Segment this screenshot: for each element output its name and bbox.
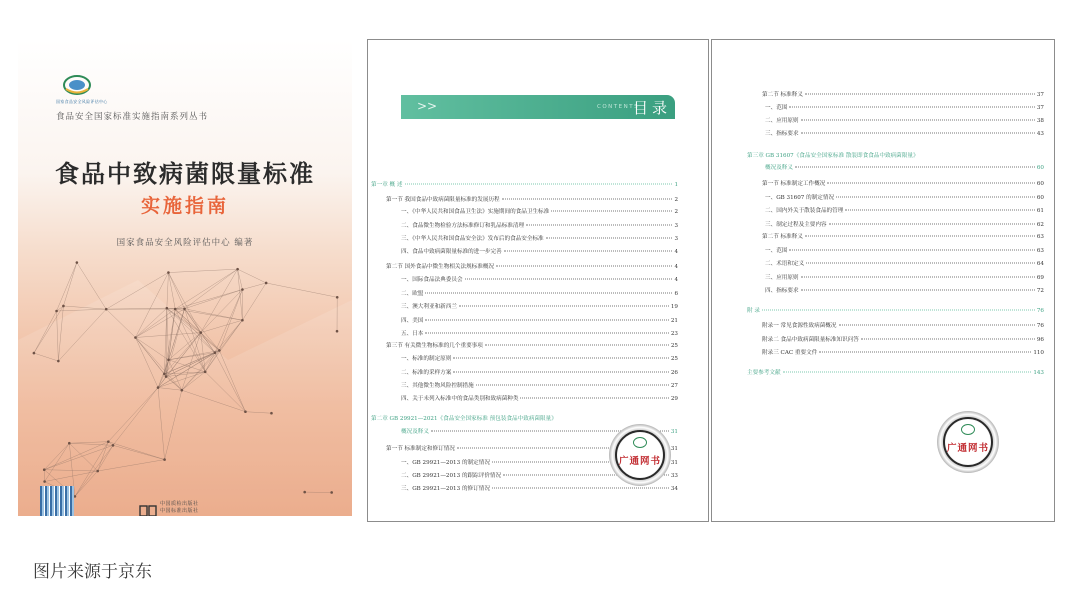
toc-entry-page: 63 [1036,234,1044,240]
toc-leader-dots [425,293,672,294]
toc-entry-page: 62 [1036,222,1044,228]
toc-entry-page: 29 [670,396,678,402]
toc-entry-label: 一、GB 31607 的制定情况 [765,195,835,201]
toc-entry-label: 二、食品微生物检验方法标准修订和乳品标准清理 [401,223,525,229]
cover-title: 食品中致病菌限量标准 [55,160,315,188]
seal-text: 广通网书 [946,443,989,454]
toc-entry-label: 五、日本 [401,331,424,337]
toc-entry-page: 143 [1033,370,1044,376]
toc-entry-page: 31 [670,446,678,452]
toc-entry-page: 60 [1036,181,1044,187]
cover-publisher [160,501,199,515]
toc-entry-label: 第一节 标准制定和修订情况 [386,446,455,452]
toc-leader-dots [546,238,673,239]
toc-entry-page: 25 [670,343,678,349]
toc-entry [371,182,678,189]
toc-leader-dots [819,352,1031,353]
book-cover [18,40,352,516]
toc-leader-dots [453,372,669,373]
toc-entry-page: 64 [1036,261,1044,267]
qr-code-sticker [40,486,74,516]
toc-leader-dots [492,488,669,489]
toc-entry [765,195,1044,202]
publisher-line-1: 中国质检出版社 [160,501,199,507]
toc-entry [401,304,678,311]
toc-entry-page: 19 [670,304,678,310]
toc-entry-page: 2 [674,197,678,203]
toc-entry-label: 三、制定过程及主要内容 [765,222,827,228]
toc-leader-dots [425,320,668,321]
toc-entry-page: 43 [1036,131,1044,137]
toc-leader-dots [801,290,1035,291]
toc-entry [401,486,678,493]
toc-leader-dots [551,211,672,212]
toc-leader-dots [405,184,673,185]
toc-entry [765,165,1044,172]
toc-entry [747,153,1044,160]
toc-leader-dots [504,251,673,252]
toc-entry-page: 21 [670,318,678,324]
toc-entry-page: 69 [1036,275,1044,281]
toc-header-banner [401,95,675,119]
cover-org-line: 国家食品安全风险评估中心 [56,99,108,104]
toc-entry-label: 附 录 [747,308,760,314]
toc-leader-dots [476,385,669,386]
toc-entry-label: 四、关于未列入标准中的食品类别和致病菌种类 [401,396,519,402]
publisher-logo-icon [139,505,157,516]
chevron-right-icon: >> [417,99,438,113]
toc-entry-label: 一、范围 [765,105,788,111]
toc-leader-dots [465,279,673,280]
toc-entry [401,318,678,325]
toc-leader-dots [502,199,673,200]
cover-subtitle: 实施指南 [140,195,229,217]
toc-leader-dots [836,197,1035,198]
toc-entry-page: 31 [670,429,678,435]
toc-entry [762,181,1044,188]
toc-entry [401,356,678,363]
toc-entry [401,331,678,338]
toc-entry [765,288,1044,295]
cfsa-logo-icon [62,74,92,96]
toc-page-right [711,39,1055,522]
toc-entry [401,291,678,298]
toc-entry-label: 一、国际食品法典委员会 [401,277,463,283]
toc-entry-label: 附录三 CAC 重要文件 [762,350,818,356]
toc-entry-page: 26 [670,370,678,376]
toc-entry [401,277,678,284]
toc-entry [765,261,1044,268]
toc-entry [747,370,1044,377]
toc-entry-page: 110 [1033,350,1044,356]
toc-entry-label: 三、GB 29921—2013 的修订情况 [401,486,490,492]
toc-entry-label: 附录一 常见食源性致病菌概况 [762,323,837,329]
bookstore-seal-icon [609,424,671,486]
toc-entry-label: 二、标准的采样方案 [401,370,452,376]
toc-entry-label: 四、食品中致病菌限量标准的进一步完善 [401,249,502,255]
toc-entry-label: 第一节 标准制定工作概况 [762,181,826,187]
toc-entry [765,275,1044,282]
toc-leader-dots [789,250,1034,251]
toc-leader-dots [425,333,668,334]
toc-entry-label: 第二节 标准释义 [762,92,803,98]
toc-entry-label: 一、《中华人民共和国食品卫生法》实施期间的食品卫生标准 [401,209,550,215]
toc-entry-label: 四、指标要求 [765,288,799,294]
toc-entry-label: 概况及释义 [401,429,429,435]
toc-entry-page: 4 [674,249,678,255]
toc-entry-label: 第二节 国外食品中微生物相关法规标准概况 [386,264,495,270]
toc-entry [762,92,1044,99]
toc-entry [765,222,1044,229]
toc-entry [762,234,1044,241]
toc-entry-page: 38 [1036,118,1044,124]
toc-entry [401,383,678,390]
cover-series-title: 食品安全国家标准实施指南系列丛书 [56,112,209,122]
toc-entry-page: 76 [1036,323,1044,329]
toc-entry-page: 27 [670,383,678,389]
toc-entry [762,337,1044,344]
toc-entry-page: 96 [1036,337,1044,343]
toc-leader-dots [496,266,672,267]
toc-entry-page: 4 [674,264,678,270]
toc-leader-dots [789,107,1034,108]
toc-entry-page: 1 [674,182,678,188]
toc-entry [765,248,1044,255]
toc-entry-label: 三、其他微生物风险控制措施 [401,383,474,389]
toc-entry-label: 第二节 标准释义 [762,234,803,240]
toc-leader-dots [805,236,1035,237]
toc-leader-dots [520,398,668,399]
toc-entry-page: 63 [1036,248,1044,254]
toc-entry [386,197,678,204]
toc-entry [386,343,678,350]
toc-entry [765,105,1044,112]
seal-text: 广通网书 [618,456,661,467]
toc-entry-label: 第三节 有关微生物标准的几个重要事项 [386,343,483,349]
toc-entry [401,223,678,230]
toc-entry-label: 二、GB 29921—2013 的跟踪评价情况 [401,473,502,479]
toc-entry-page: 4 [674,277,678,283]
toc-entry-page: 31 [670,460,678,466]
toc-entry-label: 一、范围 [765,248,788,254]
toc-entry-page: 33 [670,473,678,479]
toc-entry-label: 一、标准的制定原则 [401,356,452,362]
toc-page-left [367,39,709,522]
toc-leader-dots [806,263,1035,264]
toc-entry [765,131,1044,138]
toc-entry [762,323,1044,330]
toc-leader-dots [801,277,1035,278]
toc-entry [747,308,1044,315]
toc-entry-label: 三、《中华人民共和国食品安全法》发布后的食品安全标准 [401,236,544,242]
toc-entry-page: 23 [670,331,678,337]
toc-entry [762,350,1044,357]
toc-leader-dots [829,224,1035,225]
toc-leader-dots [459,306,669,307]
toc-entry-page: 34 [670,486,678,492]
toc-entry-label: 二、术语和定义 [765,261,805,267]
toc-entry-label: 一、GB 29921—2013 的制定情况 [401,460,490,466]
toc-leader-dots [801,120,1035,121]
toc-entry-page: 2 [674,209,678,215]
toc-entry-label: 第一节 我国食品中致病菌限量标准的发展历程 [386,197,500,203]
toc-leader-dots [861,339,1035,340]
toc-entry-label: 主要参考文献 [747,370,781,376]
toc-entry [401,236,678,243]
toc-entry-label: 第三章 GB 31607《食品安全国家标准 散装即食食品中致病菌限量》 [747,153,919,159]
toc-entry-label: 第二章 GB 29921—2021《食品安全国家标准 预包装食品中致病菌限量》 [371,416,557,422]
toc-entry-page: 6 [674,291,678,297]
toc-entry [401,396,678,403]
toc-entry-label: 三、澳大利亚和新西兰 [401,304,457,310]
toc-entry-label: 三、指标要求 [765,131,799,137]
toc-entry [765,208,1044,215]
toc-entry [386,264,678,271]
toc-entry [401,249,678,256]
toc-leader-dots [805,94,1035,95]
cover-author: 国家食品安全风险评估中心 编著 [116,238,254,248]
toc-entry-label: 二、欧盟 [401,291,424,297]
toc-entry [765,118,1044,125]
toc-entry-label: 四、美国 [401,318,424,324]
toc-entry-label: 二、国内外关于散装食品的管理 [765,208,844,214]
publisher-line-2: 中国标准出版社 [160,508,199,514]
toc-leader-dots [839,325,1035,326]
toc-title: 目录 [633,99,672,117]
toc-entry-label: 三、应用原则 [765,275,799,281]
toc-entry-label: 概况及释义 [765,165,793,171]
toc-leader-dots [453,358,669,359]
toc-entry-page: 76 [1036,308,1044,314]
bookstore-seal-icon [937,411,999,473]
toc-entry [371,416,678,423]
toc-entry-label: 附录二 食品中致病菌限量标准知识问答 [762,337,859,343]
toc-entry-label: 二、应用原则 [765,118,799,124]
toc-leader-dots [827,183,1035,184]
toc-entry-page: 37 [1036,92,1044,98]
toc-entry-page: 25 [670,356,678,362]
toc-leader-dots [783,372,1032,373]
toc-entry-page: 37 [1036,105,1044,111]
toc-leader-dots [795,167,1035,168]
toc-entry-page: 60 [1036,195,1044,201]
toc-entry-label: 第一章 概 述 [371,182,403,188]
toc-entry-page: 3 [674,223,678,229]
toc-entry-page: 61 [1036,208,1044,214]
toc-entry-page: 3 [674,236,678,242]
toc-leader-dots [762,310,1035,311]
toc-leader-dots [845,210,1035,211]
toc-entry [401,370,678,377]
toc-entry-page: 72 [1036,288,1044,294]
toc-leader-dots [801,133,1035,134]
image-source-caption: 图片来源于京东 [33,562,152,582]
toc-entry [401,209,678,216]
contents-label: CONTENTS [597,104,640,110]
toc-leader-dots [485,345,669,346]
toc-entry-page: 60 [1036,165,1044,171]
toc-leader-dots [526,225,672,226]
